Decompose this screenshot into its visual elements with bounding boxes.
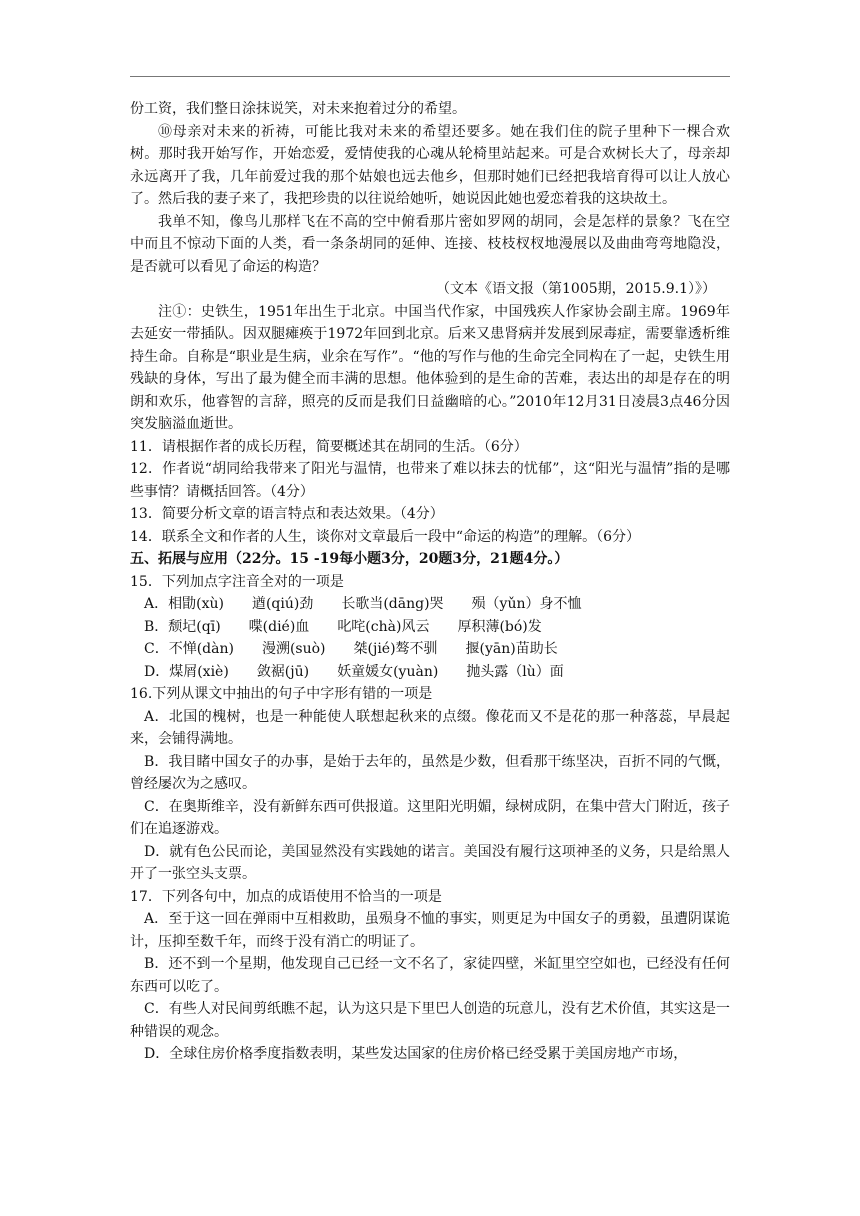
- passage-paragraph: 份工资，我们整日涂抹说笑，对未来抱着过分的希望。: [130, 101, 466, 117]
- header-rule: [130, 76, 730, 77]
- question-17-option-b: B．还不到一个星期，他发现自己已经一文不名了，家徒四壁，米缸里空空如也，已经没有任何东西可以吃了。: [130, 956, 730, 995]
- question-17-option-c: C．有些人对民间剪纸瞧不起，认为这只是下里巴人创造的玩意儿，没有艺术价值，其实这是一种错误的观念。: [130, 1001, 730, 1040]
- question-11: 11．请根据作者的成长历程，简要概述其在胡同的生活。（6分）: [130, 438, 528, 455]
- question-15-option-b: B．颓圮(qī) 喋(dié)血 叱咤(chà)风云 厚积薄(bó)发: [144, 618, 542, 635]
- question-16-option-d: D．就有色公民而论，美国显然没有实践她的诺言。美国没有履行这项神圣的义务，只是给黑人开了一张空头支票。: [130, 843, 730, 882]
- author-note: 注①：史铁生，1951年出生于北京。中国当代作家，中国残疾人作家协会副主席。1969年去延安一带插队。因双腿瘫痪于1972年回到北京。后来又患肾病并发展到尿毒症，需要靠透析维持生命。自称是“职业是生病，业余在写作”。“他的写作与他的生命完全同构在了一起，史铁生用残缺的身体，写出了最为健全而丰满的思想。他体验到的是生命的苦难，表达出的却是存在的明朗和欢乐，他睿智的言辞，照亮的反而是我们日益幽暗的心。”2010年12月31日凌晨3点46分因突发脑溢血逝世。: [130, 303, 730, 432]
- question-16-stem: 16.下列从课文中抽出的句子中字形有错的一项是: [130, 686, 433, 702]
- question-12: 12．作者说“胡同给我带来了阳光与温情，也带来了难以抹去的忧郁”，这“阳光与温情”指的是哪些事情？请概括回答。（4分）: [130, 461, 730, 500]
- question-16-option-b: B．我目睹中国女子的办事，是始于去年的，虽然是少数，但看那干练坚决，百折不同的气慨，曾经屡次为之感叹。: [130, 753, 730, 792]
- question-17-option-a: A．至于这一回在弹雨中互相救助，虽殒身不恤的事实，则更足为中国女子的勇毅，虽遭阴谋诡计，压抑至数千年，而终于没有消亡的明证了。: [130, 911, 730, 950]
- question-17-stem: 17．下列各句中，加点的成语使用不恰当的一项是: [130, 888, 442, 905]
- question-16-option-c: C．在奥斯维辛，没有新鲜东西可供报道。这里阳光明媚，绿树成阴，在集中营大门附近，孩子们在追逐游戏。: [130, 798, 730, 837]
- question-15-option-d: D．煤屑(xiè) 敛裾(jū) 妖童媛女(yuàn) 抛头露（lù）面: [144, 663, 564, 680]
- question-17-option-d: D．全球住房价格季度指数表明，某些发达国家的住房价格已经受累于美国房地产市场，: [144, 1046, 688, 1062]
- question-15-option-a: A．相勖(xù) 遒(qiú)劲 长歌当(dāng)哭 殒（yǔn）身不恤: [144, 596, 582, 612]
- passage-source: （文本《语文报（第1005期，2015.9.1）》）: [436, 281, 716, 297]
- exam-page: [130, 98, 730, 1066]
- passage-paragraph-11: 我单不知，像鸟儿那样飞在不高的空中俯看那片密如罗网的胡同，会是怎样的景象？飞在空中而且不惊动下面的人类，看一条条胡同的延伸、连接、枝枝杈杈地漫展以及曲曲弯弯地隐没，是否就可以看见了命运的构造？: [130, 213, 730, 275]
- section-5-heading: 五、拓展与应用（22分。15 -19每小题3分，20题3分，21题4分。）: [130, 551, 569, 567]
- question-16-option-a: A．北国的槐树，也是一种能使人联想起秋来的点缀。像花而又不是花的那一种落蕊，早晨起来，会铺得满地。: [130, 708, 730, 747]
- question-15-stem: 15．下列加点字注音全对的一项是: [130, 573, 344, 590]
- passage-paragraph-10: ⑩母亲对未来的祈祷，可能比我对未来的希望还要多。她在我们住的院子里种下一棵合欢树。那时我开始写作，开始恋爱，爱情使我的心魂从轮椅里站起来。可是合欢树长大了，母亲却永远离开了我，几年前爱过我的那个姑娘也远去他乡，但那时她们已经把我培育得可以让人放心了。然后我的妻子来了，我把珍贵的以往说给她听，她说因此她也爱恋着我的这块故土。: [130, 123, 730, 207]
- question-15-option-c: C．不惮(dàn) 漫溯(suò) 桀(jié)骜不驯 揠(yān)苗助长: [144, 641, 558, 657]
- question-14: 14．联系全文和作者的人生，谈你对文章最后一段中“命运的构造”的理解。（6分）: [130, 528, 641, 545]
- question-13: 13．简要分析文章的语言特点和表达效果。（4分）: [130, 506, 444, 522]
